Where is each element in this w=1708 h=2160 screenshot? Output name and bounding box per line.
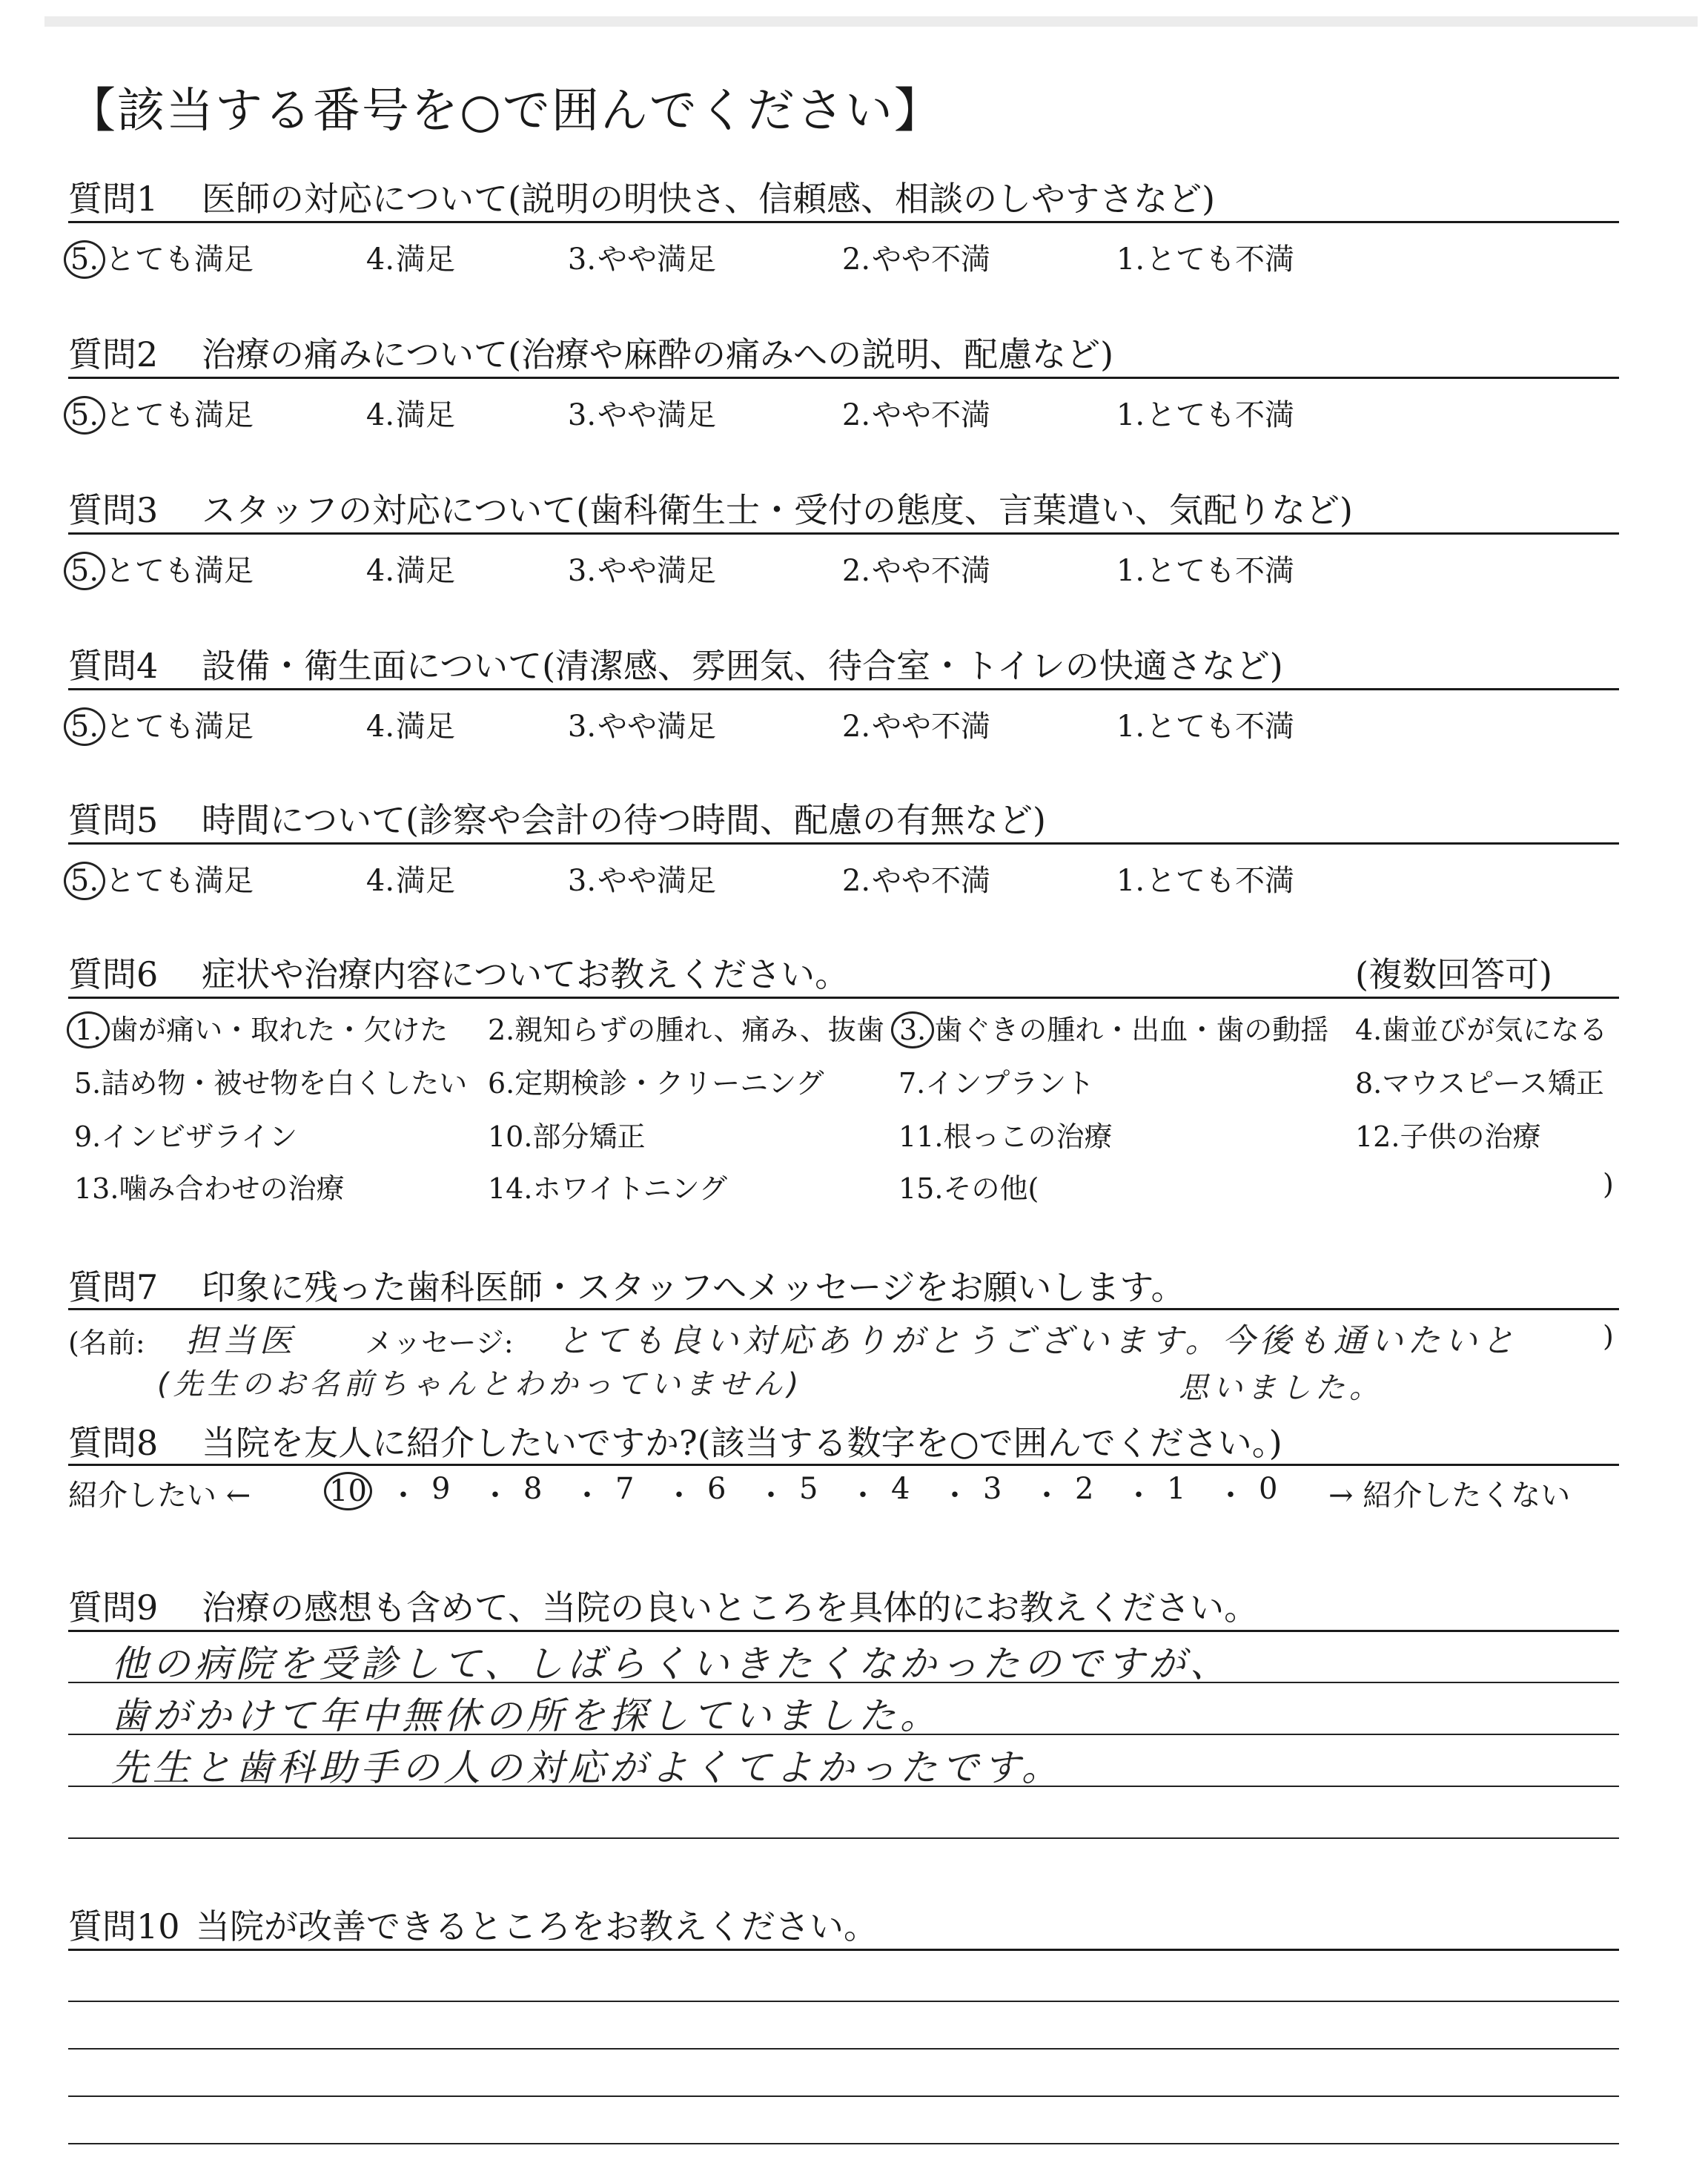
question-number: 質問1 xyxy=(68,179,159,219)
answer-line[interactable] xyxy=(68,2001,1619,2002)
item-1[interactable]: 1. 歯が痛い・取れた・欠けた xyxy=(74,1007,448,1048)
scale-right-label: → 紹介したくない xyxy=(1328,1479,1571,1513)
question-text: 時間について(診察や会計の待つ時間、配慮の有無など) xyxy=(202,800,1046,840)
scale-value-9[interactable]: 9 xyxy=(431,1472,451,1506)
recommend-scale xyxy=(68,1472,1625,1513)
option-2[interactable]: 2.やや不満 xyxy=(841,398,990,432)
scale-value-1[interactable]: 1 xyxy=(1167,1472,1186,1506)
good-points-answer-line-1[interactable]: 他の病院を受診して、しばらくいきたくなかったのですが、 xyxy=(111,1642,1231,1685)
item-6[interactable]: 6.定期検診・クリーニング xyxy=(488,1067,824,1100)
rating-options-q4 xyxy=(68,703,1403,744)
scale-separator: ・ xyxy=(480,1479,510,1513)
question-rule xyxy=(68,997,1619,999)
question-1 xyxy=(68,172,1215,221)
item-4[interactable]: 4.歯並びが気になる xyxy=(1355,1014,1608,1046)
message-answer[interactable]: とても良い対応ありがとうございます。今後も通いたいと xyxy=(557,1322,1519,1360)
question-text: 当院を友人に紹介したいですか?(該当する数字を○で囲んでください。) xyxy=(202,1423,1282,1463)
option-1[interactable]: 1.とても不満 xyxy=(1116,398,1294,432)
option-3[interactable]: 3.やや満足 xyxy=(567,710,716,744)
option-4[interactable]: 4.満足 xyxy=(365,398,455,432)
item-14[interactable]: 14.ホワイトニング xyxy=(488,1172,728,1205)
question-3 xyxy=(68,483,1353,532)
scale-value-3[interactable]: 3 xyxy=(983,1472,1002,1506)
item-13[interactable]: 13.噛み合わせの治療 xyxy=(74,1172,345,1205)
scale-value-7[interactable]: 7 xyxy=(615,1472,635,1506)
option-1[interactable]: 1.とても不満 xyxy=(1116,864,1294,898)
item-11[interactable]: 11.根っこの治療 xyxy=(898,1120,1113,1153)
answer-line xyxy=(68,1837,1619,1839)
question-rule xyxy=(68,377,1619,379)
name-note: (先生のお名前ちゃんとわかっていません) xyxy=(157,1367,804,1401)
option-5[interactable]: 5. とても満足 xyxy=(68,857,254,900)
scale-separator: ・ xyxy=(572,1479,602,1513)
question-number: 質問5 xyxy=(68,800,159,840)
option-3[interactable]: 3.やや満足 xyxy=(567,864,716,898)
question-text: 設備・衛生面について(清潔感、雰囲気、待合室・トイレの快適さなど) xyxy=(202,646,1283,686)
item-2[interactable]: 2.親知らずの腫れ、痛み、抜歯 xyxy=(488,1014,884,1046)
answer-line[interactable] xyxy=(68,2095,1619,2097)
scale-value-2[interactable]: 2 xyxy=(1075,1472,1094,1506)
message-close-paren: ) xyxy=(1603,1320,1614,1353)
option-4[interactable]: 4.満足 xyxy=(365,242,455,277)
option-1[interactable]: 1.とても不満 xyxy=(1116,710,1294,744)
question-rule xyxy=(68,842,1619,845)
name-answer[interactable]: 担当医 xyxy=(185,1322,297,1360)
scale-value-5[interactable]: 5 xyxy=(799,1472,818,1506)
multiple-answer-note: (複数回答可) xyxy=(1355,954,1552,994)
option-4[interactable]: 4.満足 xyxy=(365,864,455,898)
question-number: 質問3 xyxy=(68,490,159,530)
message-label: メッセージ: xyxy=(365,1327,514,1359)
question-7 xyxy=(68,1261,1185,1309)
scale-separator: ・ xyxy=(940,1479,970,1513)
option-5[interactable]: 5. とても満足 xyxy=(68,703,254,746)
item-5[interactable]: 5.詰め物・被せ物を白くしたい xyxy=(74,1067,468,1100)
answer-line[interactable] xyxy=(68,2048,1619,2050)
good-points-answer-line-3[interactable]: 先生と歯科助手の人の対応がよくてよかったです。 xyxy=(111,1746,1063,1789)
question-rule xyxy=(68,688,1619,690)
other-close-paren: ) xyxy=(1603,1168,1614,1200)
question-text: 医師の対応について(説明の明快さ、信頼感、相談のしやすさなど) xyxy=(202,179,1216,219)
question-number: 質問6 xyxy=(68,954,159,994)
scale-separator: ・ xyxy=(664,1479,694,1513)
scale-value-10[interactable]: 10 xyxy=(324,1472,372,1510)
question-4 xyxy=(68,639,1283,688)
option-2[interactable]: 2.やや不満 xyxy=(841,554,990,588)
item-12[interactable]: 12.子供の治療 xyxy=(1355,1120,1541,1153)
item-15[interactable]: 15.その他( xyxy=(898,1172,1039,1205)
question-text: 治療の感想も含めて、当院の良いところを具体的にお教えください。 xyxy=(202,1588,1259,1628)
scale-separator: ・ xyxy=(1216,1479,1245,1513)
option-2[interactable]: 2.やや不満 xyxy=(841,864,990,898)
option-2[interactable]: 2.やや不満 xyxy=(841,242,990,277)
option-2[interactable]: 2.やや不満 xyxy=(841,710,990,744)
question-rule xyxy=(68,532,1619,535)
option-3[interactable]: 3.やや満足 xyxy=(567,242,716,277)
question-number: 質問2 xyxy=(68,334,159,374)
item-7[interactable]: 7.インプラント xyxy=(898,1067,1095,1100)
item-8[interactable]: 8.マウスピース矯正 xyxy=(1355,1067,1604,1100)
question-text: 当院が改善できるところをお教えください。 xyxy=(196,1906,878,1946)
question-rule xyxy=(68,1630,1619,1632)
option-4[interactable]: 4.満足 xyxy=(365,554,455,588)
option-1[interactable]: 1.とても不満 xyxy=(1116,242,1294,277)
question-number: 質問8 xyxy=(68,1423,159,1463)
question-rule xyxy=(68,1464,1619,1466)
question-6 xyxy=(68,948,849,997)
scale-separator: ・ xyxy=(756,1479,786,1513)
option-1[interactable]: 1.とても不満 xyxy=(1116,554,1294,588)
option-4[interactable]: 4.満足 xyxy=(365,710,455,744)
question-text: 印象に残った歯科医師・スタッフへメッセージをお願いします。 xyxy=(202,1267,1185,1307)
item-9[interactable]: 9.インビザライン xyxy=(74,1120,298,1153)
question-number: 質問9 xyxy=(68,1588,159,1628)
item-10[interactable]: 10.部分矯正 xyxy=(488,1120,646,1153)
question-number: 質問4 xyxy=(68,646,159,686)
question-rule xyxy=(68,1949,1619,1951)
question-number: 質問10 xyxy=(68,1906,180,1946)
question-10 xyxy=(68,1900,878,1949)
scale-value-0[interactable]: 0 xyxy=(1259,1472,1278,1506)
scale-separator: ・ xyxy=(1032,1479,1062,1513)
option-5[interactable]: 5. とても満足 xyxy=(68,392,254,435)
option-5[interactable]: 5. とても満足 xyxy=(68,236,254,279)
scale-value-4[interactable]: 4 xyxy=(891,1472,910,1506)
option-5[interactable]: 5. とても満足 xyxy=(68,547,254,590)
good-points-answer-line-2[interactable]: 歯がかけて年中無休の所を探していました。 xyxy=(111,1694,941,1737)
scale-separator: ・ xyxy=(388,1479,418,1513)
question-5 xyxy=(68,793,1046,842)
scale-value-6[interactable]: 6 xyxy=(707,1472,726,1506)
page-title: 【該当する番号を○で囲んでください】 xyxy=(68,84,943,139)
rating-options-q3 xyxy=(68,547,1403,588)
scale-separator: ・ xyxy=(848,1479,878,1513)
question-8 xyxy=(68,1416,1282,1465)
answer-line[interactable] xyxy=(68,2143,1619,2144)
rating-options-q2 xyxy=(68,392,1403,432)
option-3[interactable]: 3.やや満足 xyxy=(567,398,716,432)
scale-left-label: 紹介したい ← xyxy=(68,1479,251,1513)
scale-separator: ・ xyxy=(1124,1479,1153,1513)
question-number: 質問7 xyxy=(68,1267,159,1307)
treatment-checklist xyxy=(74,1007,1631,1222)
question-9 xyxy=(68,1581,1258,1630)
message-answer-line-2: 思いました。 xyxy=(1179,1371,1383,1405)
question-rule xyxy=(68,221,1619,223)
question-text: 症状や治療内容についてお教えください。 xyxy=(202,954,850,994)
question-rule xyxy=(68,1308,1619,1310)
scale-value-8[interactable]: 8 xyxy=(523,1472,543,1506)
question-text: スタッフの対応について(歯科衛生士・受付の態度、言葉遣い、気配りなど) xyxy=(202,490,1353,530)
rating-options-q1 xyxy=(68,236,1403,277)
question-2 xyxy=(68,328,1113,377)
scan-top-edge xyxy=(44,16,1698,27)
question-text: 治療の痛みについて(治療や麻酔の痛みへの説明、配慮など) xyxy=(202,334,1114,374)
option-3[interactable]: 3.やや満足 xyxy=(567,554,716,588)
name-label: (名前: xyxy=(68,1327,145,1359)
rating-options-q5 xyxy=(68,857,1403,898)
item-3[interactable]: 3. 歯ぐきの腫れ・出血・歯の動揺 xyxy=(898,1007,1328,1048)
